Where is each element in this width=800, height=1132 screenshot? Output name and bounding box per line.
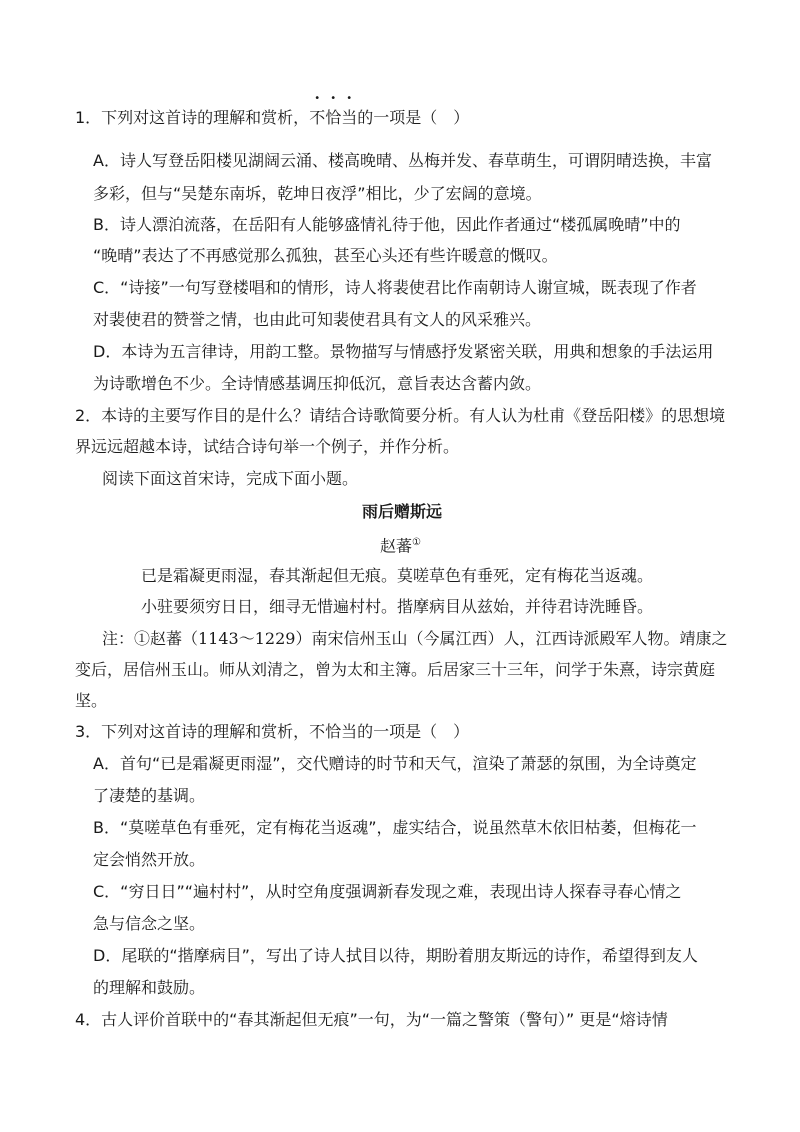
q4-line1: 4．古人评价首联中的“春其渐起但无痕”一句，为“一篇之警策（警句）” 更是“熔诗情 [75,1010,668,1029]
emphasis-char: 不 [309,108,326,127]
poem-title: 雨后赠斯远 [362,502,443,521]
q1-stem-post: 的一项是（ ） [357,108,470,127]
q1-option-c-line1: C．“诗接”一句写登楼唱和的情形，诗人将裴使君比作南朝诗人谢宣城，既表现了作者 [93,278,697,297]
q1-option-d-line2: 为诗歌增色不少。全诗情感基调压抑低沉，意旨表达含蓄内敛。 [93,374,542,393]
q3-option-d-line2: 的理解和鼓励。 [93,978,206,997]
q1-stem [75,106,469,130]
note-line2: 变后，居信州玉山。师从刘清之，曾为太和主簿。后居家三十三年，问学于朱熹，诗宗黄庭 [75,660,716,679]
q1-option-d-line1: D．本诗为五言律诗，用韵工整。景物描写与情感抒发紧密关联，用典和想象的手法运用 [93,342,714,361]
q3-option-c-line1: C．“穷日日”“遍村村”，从时空角度强调新春发现之难，表现出诗人探春寻春心情之 [93,882,682,901]
emphasis-char: 当 [341,108,358,127]
note-line1: 注：①赵蕃（1143～1229）南宋信州玉山（今属江西）人，江西诗派殿军人物。靖康之 [102,629,728,648]
q1-option-c-line2: 对裴使君的赞誉之情，也由此可知裴使君具有文人的风采雅兴。 [93,310,542,329]
q1-option-b-line1: B．诗人漂泊流落，在岳阳有人能够盛情礼待于他，因此作者通过“楼孤属晚晴”中的 [93,215,681,234]
q3-option-c-line2: 急与信念之坚。 [93,914,206,933]
emphasis-char: 恰 [325,108,342,127]
q2-line1: 2．本诗的主要写作目的是什么？请结合诗歌简要分析。有人认为杜甫《登岳阳楼》的思想境 [75,406,726,425]
q1-option-a-line1: A．诗人写登岳阳楼见湖阔云涌、楼高晚晴、丛梅并发、春草萌生，可谓阴晴迭换，丰富 [93,151,712,170]
q3-stem: 3．下列对这首诗的理解和赏析，不恰当的一项是（ ） [75,722,470,741]
note-line3: 坚。 [75,691,108,710]
poem-author [380,531,421,558]
q1-option-b-line2: “晚晴”表达了不再感觉那么孤独，甚至心头还有些许暖意的慨叹。 [93,246,558,265]
reading-intro: 阅读下面这首宋诗，完成下面小题。 [102,469,359,488]
q2-line2: 界远远超越本诗，试结合诗句举一个例子，并作分析。 [75,437,460,456]
poem-author-name: 赵蕃 [380,536,413,556]
poem-line2: 小驻要须穷日日，细寻无惜遍村村。揩摩病目从兹始，并待君诗洗睡昏。 [141,597,654,616]
q3-option-b-line2: 定会悄然开放。 [93,850,206,869]
poem-line1: 已是霜凝更雨湿，春其渐起但无痕。莫嗟草色有垂死，定有梅花当返魂。 [141,566,654,585]
footnote-mark: ① [412,537,421,548]
q1-stem-pre: 1．下列对这首诗的理解和赏析， [75,108,310,127]
q1-option-a-line2: 多彩，但与“吴楚东南坼，乾坤日夜浮”相比，少了宏阔的意境。 [93,184,542,203]
q3-option-a-line1: A．首句“已是霜凝更雨湿”，交代赠诗的时节和天气，渲染了萧瑟的氛围，为全诗奠定 [93,754,697,773]
q3-option-d-line1: D．尾联的“揩摩病目”，写出了诗人拭目以待，期盼着朋友斯远的诗作，希望得到友人 [93,946,698,965]
q3-option-a-line2: 了凄楚的基调。 [93,786,206,805]
q3-option-b-line1: B．“莫嗟草色有垂死，定有梅花当返魂”，虚实结合，说虽然草木依旧枯萎，但梅花一 [93,818,697,837]
